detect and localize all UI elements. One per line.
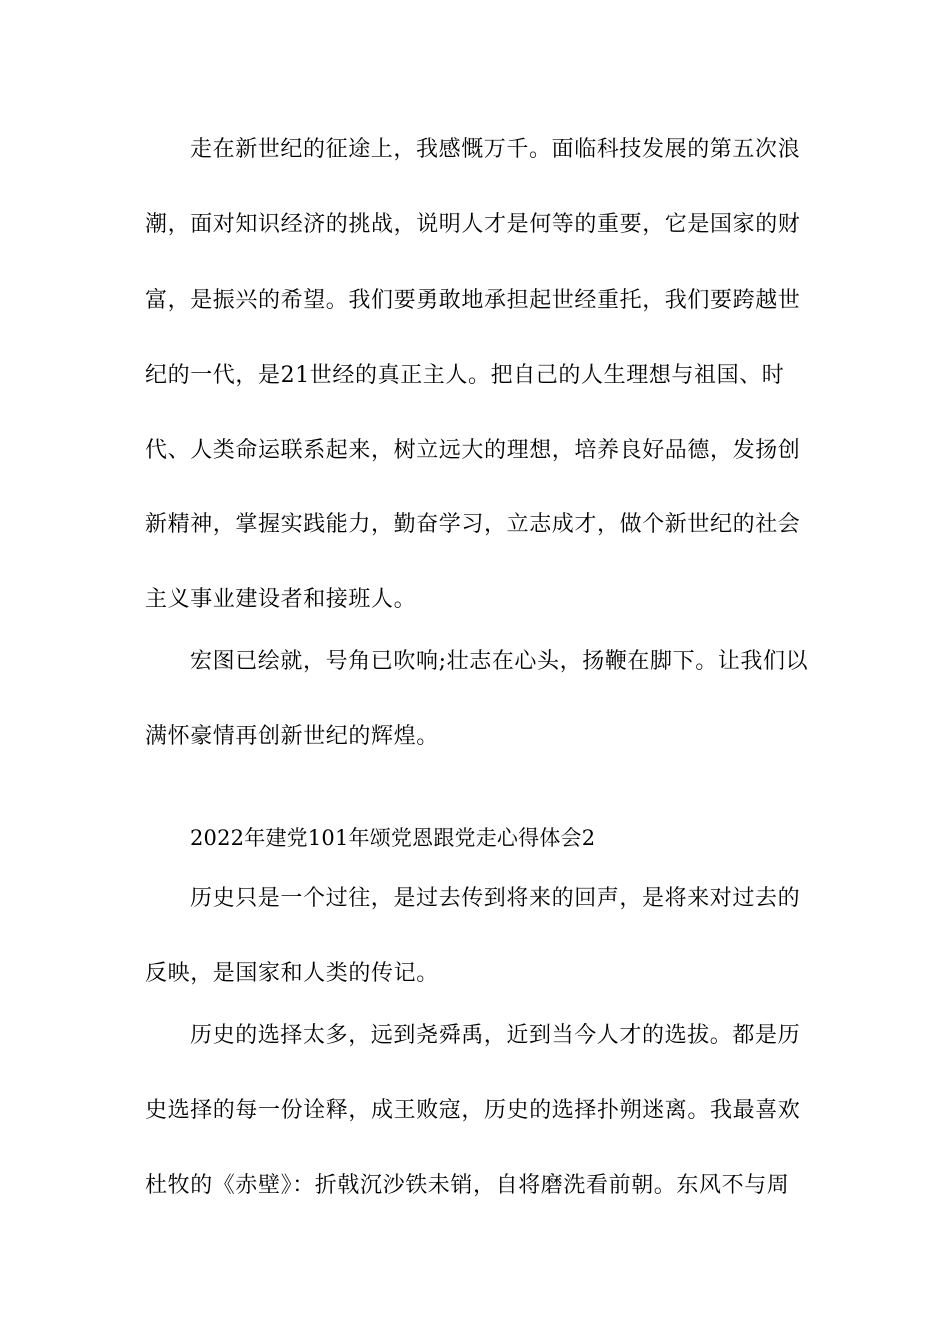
paragraph-line: 走在新世纪的征途上，我感慨万千。面临科技发展的第五次浪 [190,137,801,162]
paragraph-line: 史选择的每一份诠释，成王败寇，历史的选择扑朔迷离。我最喜欢 [145,1098,801,1123]
paragraph-line: 历史只是一个过往，是过去传到将来的回声，是将来对过去的 [190,886,801,911]
paragraph-line: 纪的一代，是21世经的真正主人。把自己的人生理想与祖国、时 [145,363,785,388]
paragraph-line: 宏图已绘就，号角已吹响;壮志在心头，扬鞭在脚下。让我们以 [190,649,809,674]
paragraph-line: 满怀豪情再创新世纪的辉煌。 [145,724,439,749]
paragraph-line: 代、人类命运联系起来，树立远大的理想，培养良好品德，发扬创 [145,438,801,463]
paragraph-line: 富，是振兴的希望。我们要勇敢地承担起世经重托，我们要跨越世 [145,288,801,313]
paragraph-line: 历史的选择太多，远到尧舜禹，近到当今人才的选拔。都是历 [190,1023,801,1048]
section-heading: 2022年建党101年颂党恩跟党走心得体会2 [190,826,596,850]
paragraph-line: 杜牧的《赤壁》：折戟沉沙铁未销，自将磨洗看前朝。东风不与周 [145,1173,790,1198]
paragraph-line: 主义事业建设者和接班人。 [145,587,417,612]
paragraph-line: 潮，面对知识经济的挑战，说明人才是何等的重要，它是国家的财 [145,212,801,237]
paragraph-line: 新精神，掌握实践能力，勤奋学习，立志成才，做个新世纪的社会 [145,512,801,537]
paragraph-line: 反映，是国家和人类的传记。 [145,961,439,986]
